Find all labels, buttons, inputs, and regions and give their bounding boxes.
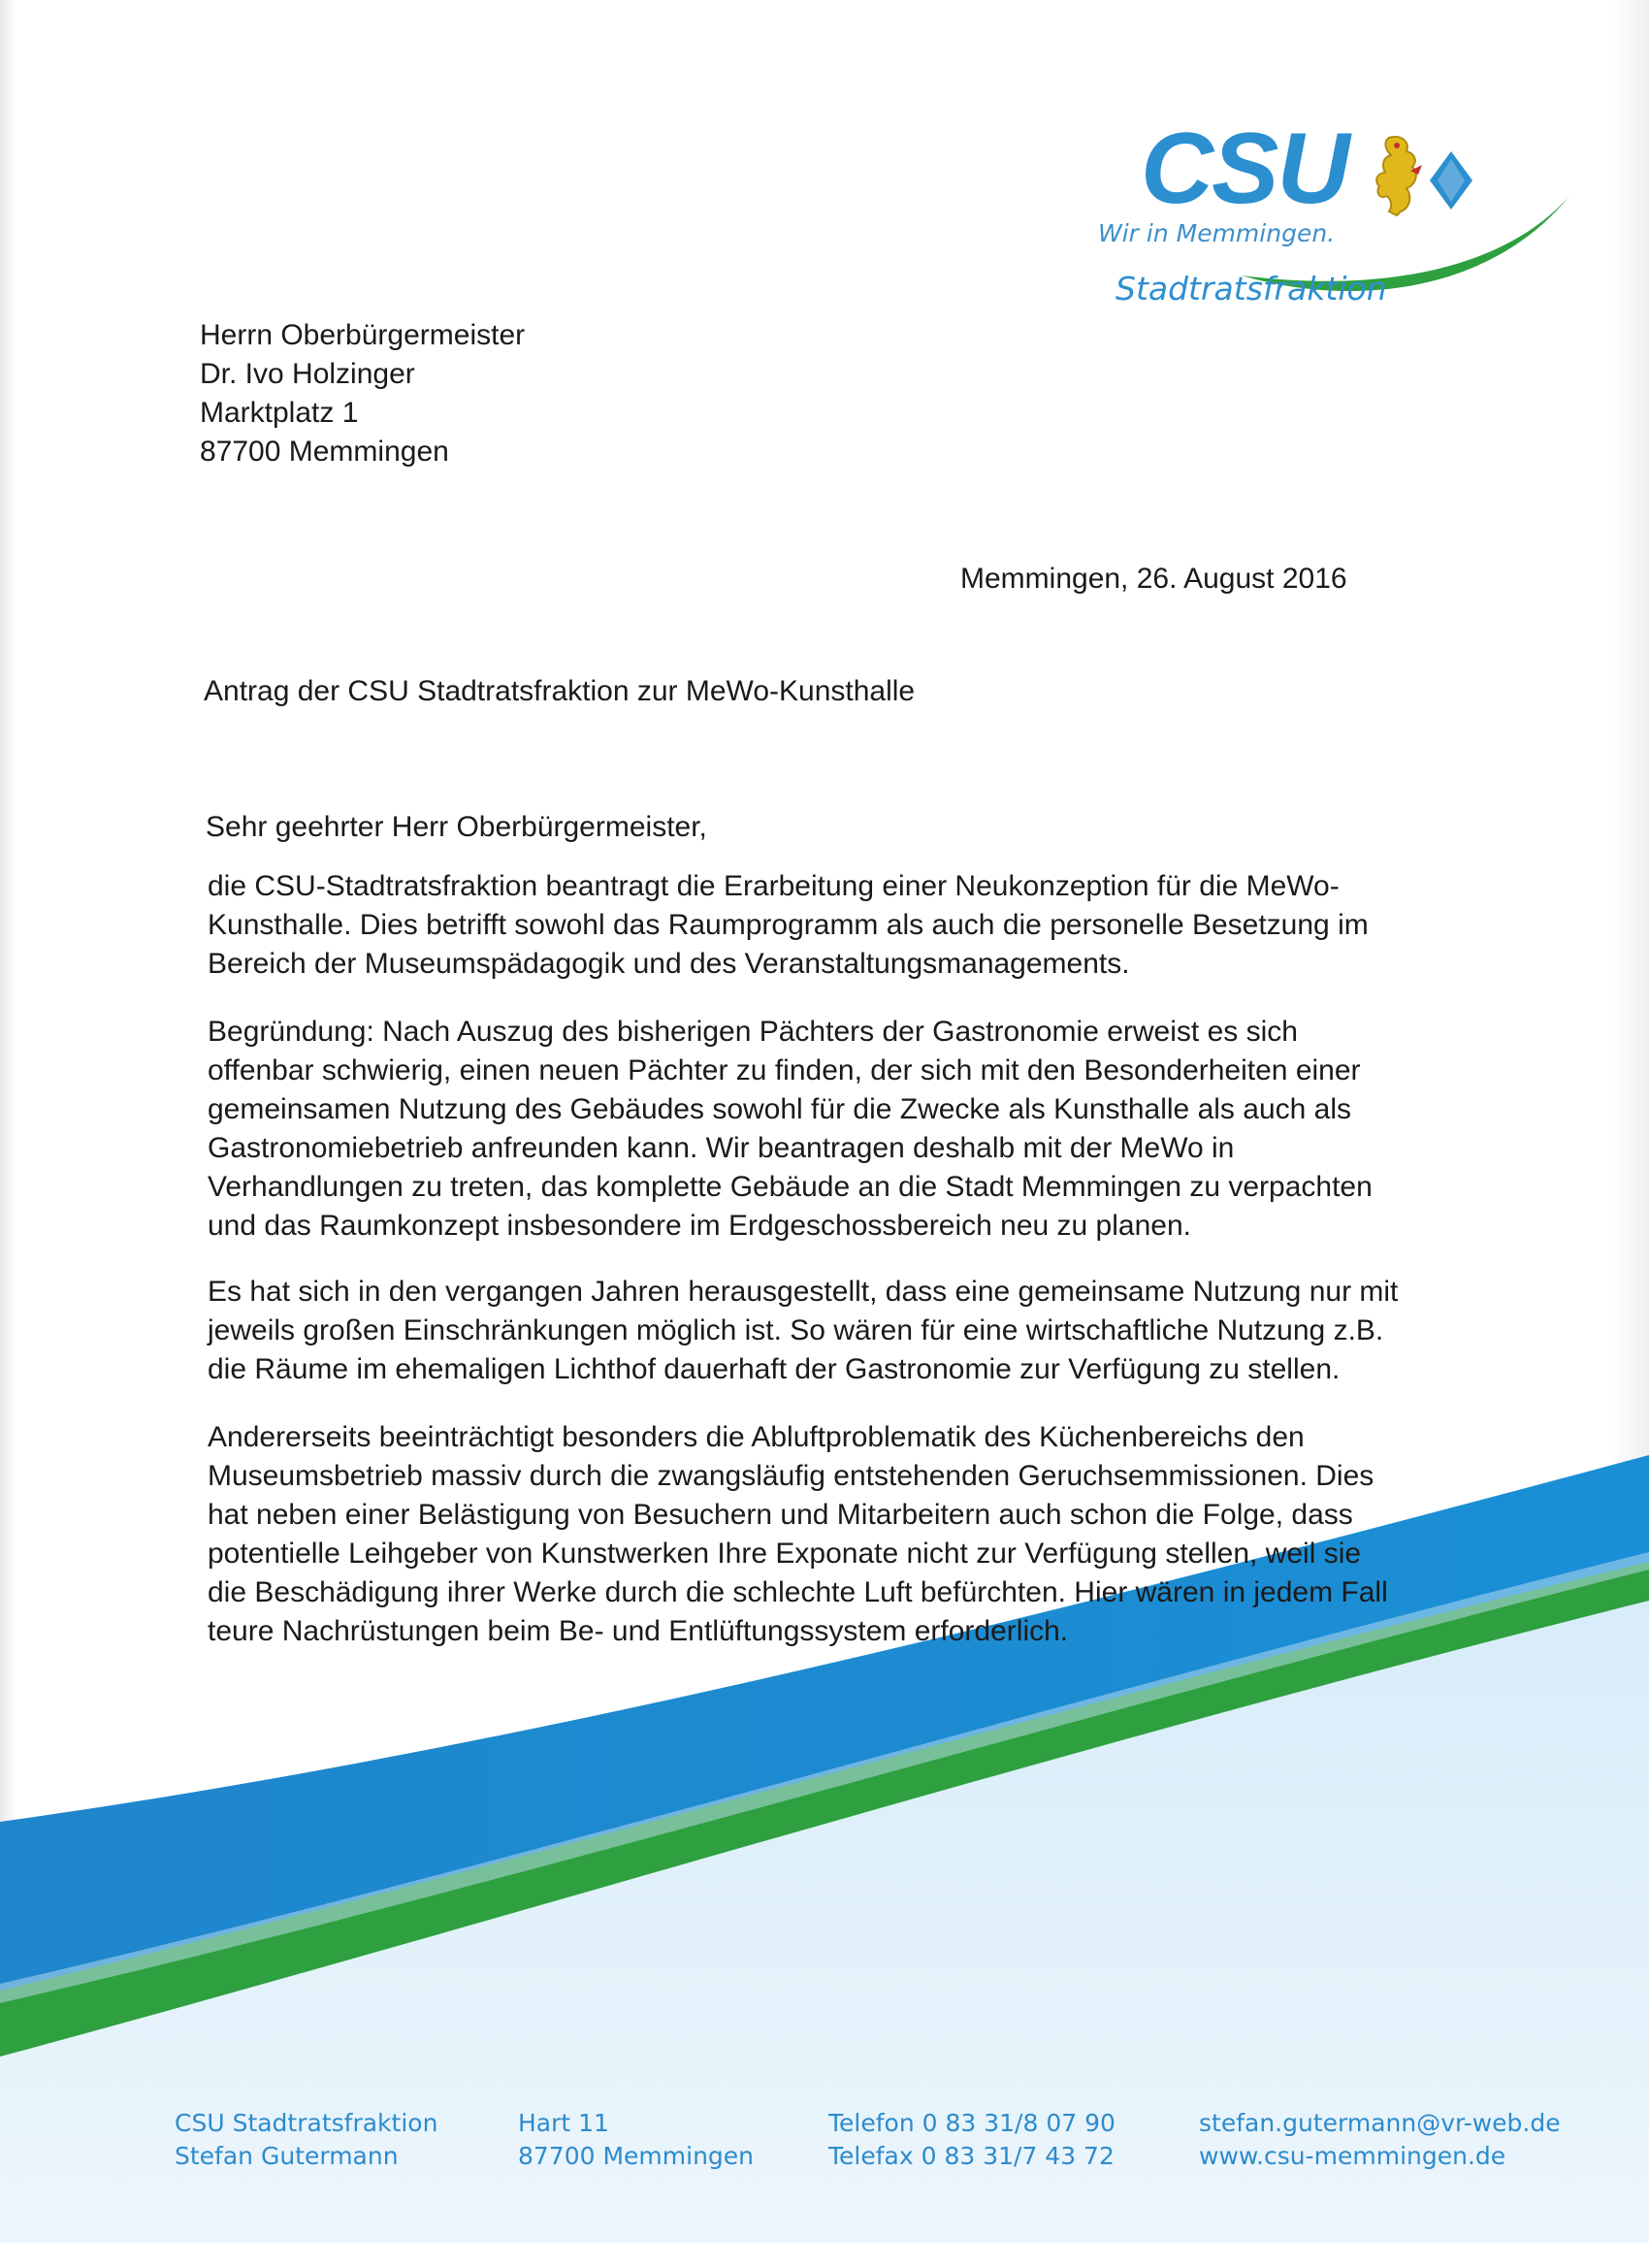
footer-line: Stefan Gutermann xyxy=(175,2142,399,2170)
footer-line: 87700 Memmingen xyxy=(518,2142,755,2170)
letter-date: Memmingen, 26. August 2016 xyxy=(960,563,1347,595)
text-line: Begründung: Nach Auszug des bisherigen Pächters der Gastronomie erweist es sich xyxy=(208,1016,1298,1048)
logo-tagline: Wir in Memmingen. xyxy=(1098,219,1336,247)
letter-subject: Antrag der CSU Stadtratsfraktion zur MeWo-Kunsthalle xyxy=(204,675,916,707)
recipient-line: 87700 Memmingen xyxy=(200,436,449,468)
footer-address xyxy=(518,2107,754,2173)
salutation: Sehr geehrter Herr Oberbürgermeister, xyxy=(206,811,707,843)
recipient-line: Dr. Ivo Holzinger xyxy=(200,358,415,390)
body-paragraph-1 xyxy=(208,867,1369,984)
bavarian-diamond-icon xyxy=(1428,149,1474,211)
text-line: die Beschädigung ihrer Werke durch die schlechte Luft befürchten. Hier wären in jedem Fall xyxy=(208,1576,1388,1608)
bavarian-lion-icon xyxy=(1368,132,1426,217)
text-line: Es hat sich in den vergangen Jahren herausgestellt, dass eine gemeinsame Nutzung nur mit xyxy=(208,1276,1399,1308)
text-line: Verhandlungen zu treten, das komplette Gebäude an die Stadt Memmingen zu verpachten xyxy=(208,1171,1373,1203)
text-line: die CSU-Stadtratsfraktion beantragt die Erarbeitung einer Neukonzeption für die MeWo- xyxy=(208,870,1340,902)
text-line: die Räume im ehemaligen Lichthof dauerhaft der Gastronomie zur Verfügung zu stellen. xyxy=(208,1353,1341,1385)
footer-email: stefan.gutermann@vr-web.de xyxy=(1199,2109,1561,2137)
text-line: hat neben einer Belästigung von Besuchern und Mitarbeitern auch schon die Folge, dass xyxy=(208,1499,1353,1531)
logo-wordmark: CSU xyxy=(1141,113,1348,225)
footer-line: CSU Stadtratsfraktion xyxy=(175,2109,438,2137)
recipient-line: Marktplatz 1 xyxy=(200,397,359,429)
footer-web xyxy=(1199,2107,1561,2173)
footer-phone xyxy=(828,2107,1116,2173)
text-line: jeweils großen Einschränkungen möglich ist. So wären für eine wirtschaftliche Nutzung z.B. xyxy=(208,1314,1384,1346)
footer-line: Hart 11 xyxy=(518,2109,609,2137)
text-line: Gastronomiebetrieb anfreunden kann. Wir beantragen deshalb mit der MeWo in xyxy=(208,1132,1235,1164)
text-line: Bereich der Museumspädagogik und des Veranstaltungsmanagements. xyxy=(208,948,1130,980)
logo-subtitle: Stadtratsfraktion xyxy=(1116,270,1387,308)
text-line: teure Nachrüstungen beim Be- und Entlüftungssystem erforderlich. xyxy=(208,1615,1069,1647)
body-paragraph-3 xyxy=(208,1273,1398,1389)
text-line: und das Raumkonzept insbesondere im Erdgeschossbereich neu zu planen. xyxy=(208,1210,1191,1242)
footer-organization xyxy=(175,2107,437,2173)
csu-logo xyxy=(1048,114,1513,318)
footer-line: Telefon 0 83 31/8 07 90 xyxy=(828,2109,1116,2137)
body-paragraph-4 xyxy=(208,1418,1388,1651)
recipient-line: Herrn Oberbürgermeister xyxy=(200,319,526,351)
body-paragraph-2 xyxy=(208,1013,1373,1246)
scan-bottom-margin xyxy=(0,2243,1649,2268)
recipient-address xyxy=(200,316,525,471)
footer-website: www.csu-memmingen.de xyxy=(1199,2142,1506,2170)
text-line: gemeinsamen Nutzung des Gebäudes sowohl für die Zwecke als Kunsthalle als auch als xyxy=(208,1093,1351,1125)
text-line: offenbar schwierig, einen neuen Pächter zu finden, der sich mit den Besonderheiten einer xyxy=(208,1054,1361,1086)
text-line: Andererseits beeinträchtigt besonders die Abluftproblematik des Küchenbereichs den xyxy=(208,1421,1305,1453)
text-line: Kunsthalle. Dies betrifft sowohl das Raumprogramm als auch die personelle Besetzung im xyxy=(208,909,1369,941)
text-line: potentielle Leihgeber von Kunstwerken Ihre Exponate nicht zur Verfügung stellen, weil sie xyxy=(208,1538,1362,1570)
text-line: Museumsbetrieb massiv durch die zwangsläufig entstehenden Geruchsemmissionen. Dies xyxy=(208,1460,1374,1492)
footer-line: Telefax 0 83 31/7 43 72 xyxy=(828,2142,1115,2170)
